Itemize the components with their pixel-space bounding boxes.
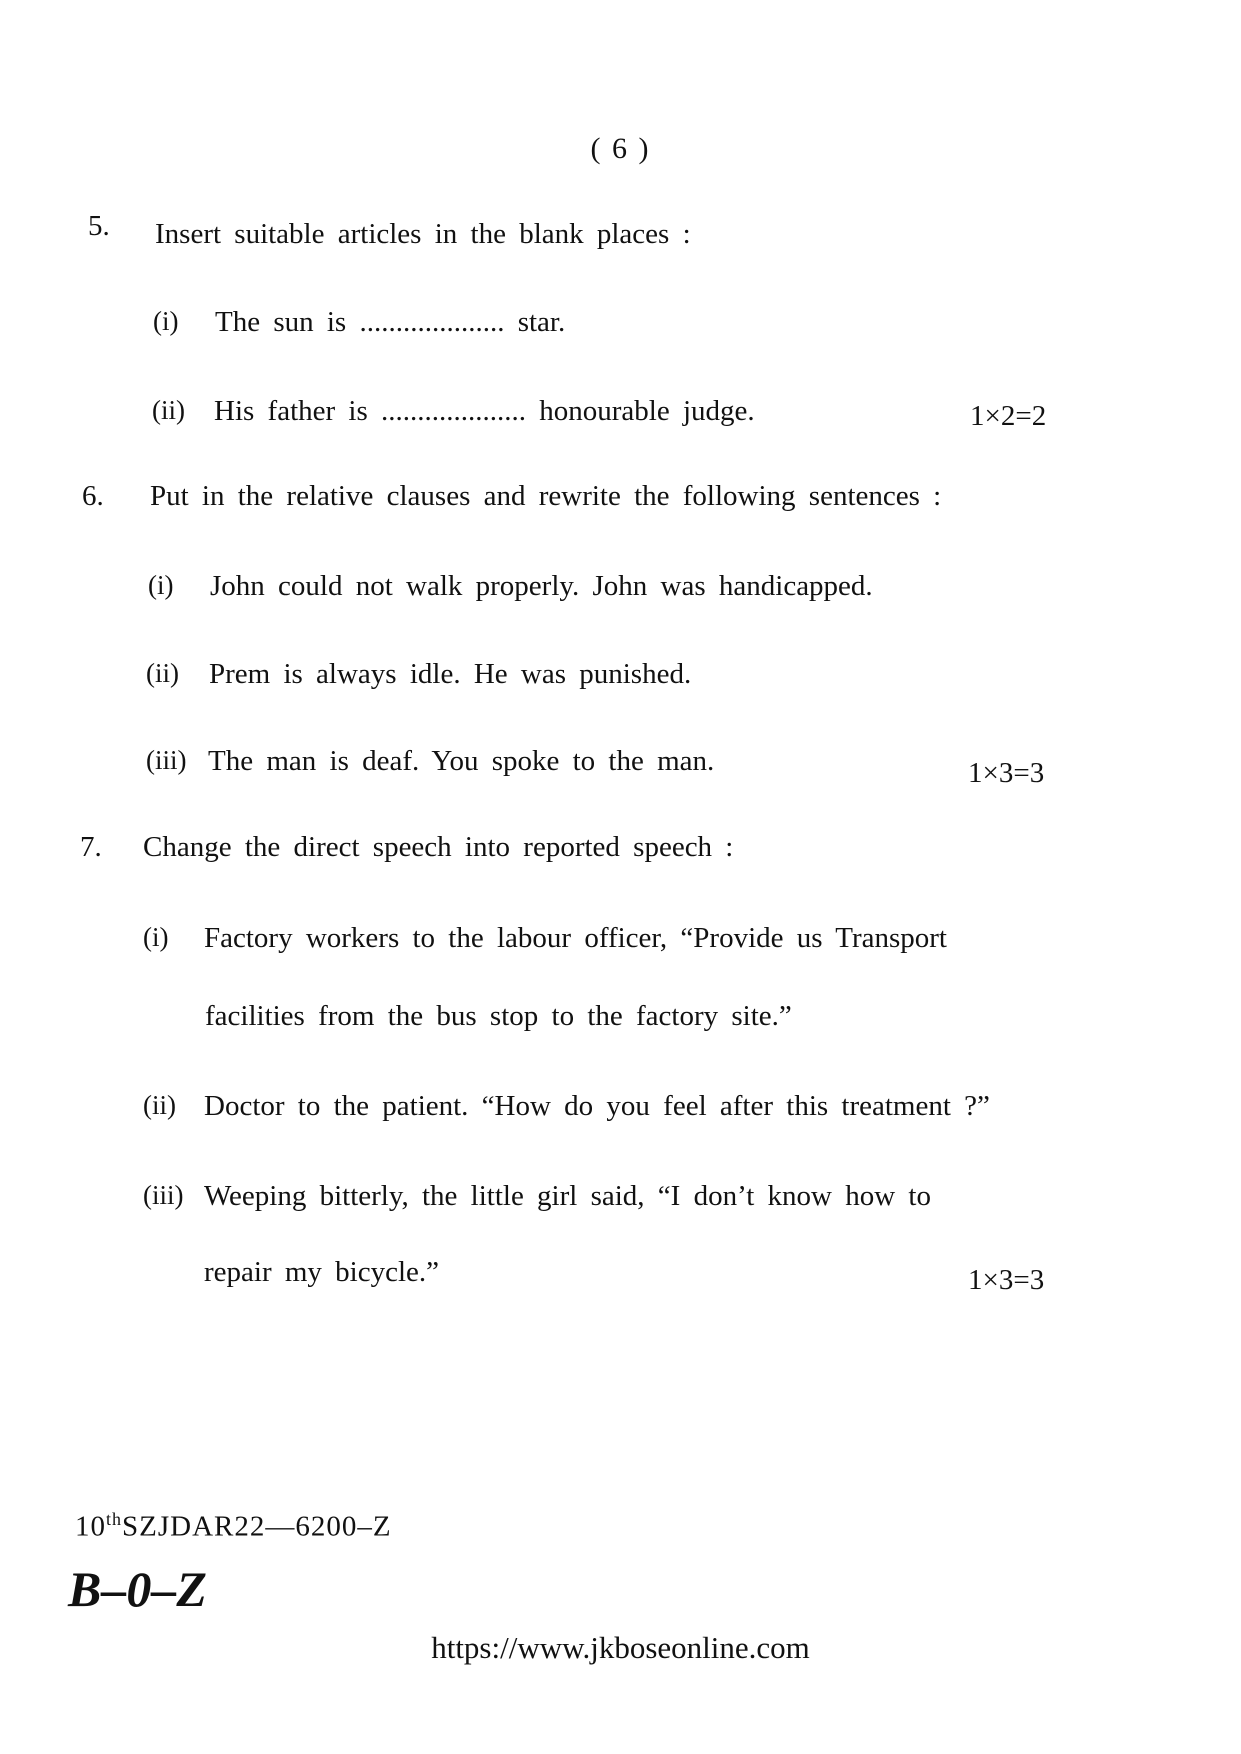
question-5-prompt: Insert suitable articles in the blank places : [155, 218, 691, 250]
question-5-item-ii-label: (ii) [152, 395, 185, 425]
question-5-item-i-label: (i) [153, 306, 179, 336]
question-6-number: 6. [82, 480, 104, 512]
question-7-marks: 1×3=3 [968, 1264, 1045, 1296]
question-6-marks: 1×3=3 [968, 757, 1045, 789]
question-5-item-i-text: The sun is .................... star. [215, 306, 566, 338]
paper-code [75, 1509, 392, 1544]
question-7-prompt: Change the direct speech into reported speech : [143, 831, 734, 863]
paper-series: B–0–Z [68, 1561, 207, 1617]
question-6-item-i-text: John could not walk properly. John was handicapped. [210, 570, 873, 602]
question-7-number: 7. [80, 831, 102, 863]
question-7-item-i-label: (i) [143, 922, 169, 952]
question-5-marks: 1×2=2 [970, 400, 1047, 432]
question-7-item-i-text: Factory workers to the labour officer, “Provide us Transport [204, 922, 947, 954]
question-6-item-ii-label: (ii) [146, 658, 179, 688]
question-7-item-i-continuation: facilities from the bus stop to the factory site.” [205, 1000, 792, 1032]
question-6-item-i-label: (i) [148, 570, 174, 600]
page-number: ( 6 ) [590, 132, 651, 165]
question-6-item-iii-label: (iii) [146, 745, 187, 775]
paper-code-rest: SZJDAR22—6200–Z [122, 1510, 392, 1543]
question-7-item-ii-label: (ii) [143, 1090, 176, 1120]
website-url: https://www.jkboseonline.com [431, 1630, 810, 1665]
paper-code-superscript: th [106, 1509, 123, 1529]
question-5-item-ii-text: His father is .................... honourable judge. [214, 395, 755, 427]
question-6-item-ii-text: Prem is always idle. He was punished. [209, 658, 692, 690]
question-7-item-ii-text: Doctor to the patient. “How do you feel after this treatment ?” [204, 1090, 990, 1122]
paper-code-prefix: 10 [75, 1510, 106, 1543]
question-5-number: 5. [88, 210, 110, 242]
question-7-item-iii-text: Weeping bitterly, the little girl said, “I don’t know how to [204, 1180, 931, 1212]
question-6-item-iii-text: The man is deaf. You spoke to the man. [208, 745, 715, 777]
question-6-prompt: Put in the relative clauses and rewrite the following sentences : [150, 480, 942, 512]
question-7-item-iii-label: (iii) [143, 1180, 184, 1210]
question-7-item-iii-continuation: repair my bicycle.” [204, 1256, 440, 1288]
